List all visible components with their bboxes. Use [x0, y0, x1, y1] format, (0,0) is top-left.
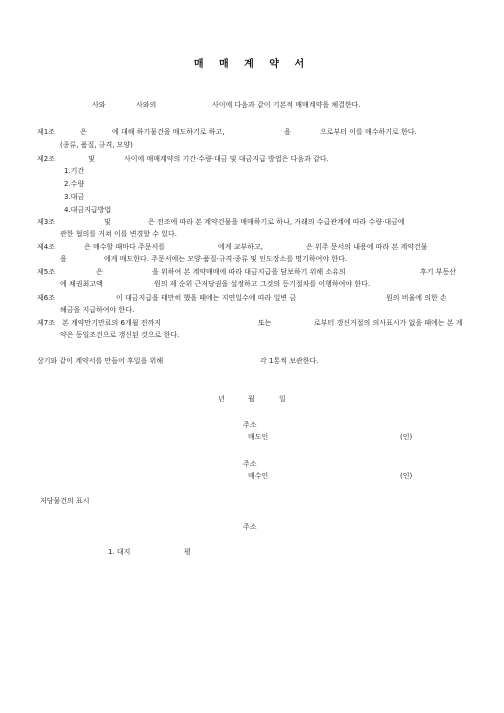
article-5-line-2a: 에 채권최고액 [60, 280, 103, 288]
intro-seg-3: 사이에 다음과 같이 기본적 매매계약을 체결한다. [212, 101, 361, 109]
article-7-line-2: 약은 동일조건으로 갱신된 것으로 한다. [60, 331, 180, 339]
article-5-text-1: 은 [96, 268, 103, 276]
article-2-text-1: 및 [88, 155, 95, 163]
article-7-text-3: 로부터 갱신거절의 의사표시가 없을 때에는 본 계 [314, 319, 463, 327]
article-4-number: 제4조 [37, 243, 55, 251]
collateral-item-land: 1. 대지 [108, 548, 131, 556]
article-1-text-3: 을 [284, 128, 291, 136]
article-3-number: 제3조 [37, 218, 55, 226]
closing-text-1: 상기와 같이 계약서를 만들어 후일을 위해 [37, 357, 164, 365]
closing-text-2: 각 1통씩 보관한다. [260, 357, 319, 365]
intro-seg-1: 사와 [92, 101, 106, 109]
article-7-text-2: 또는 [258, 319, 272, 327]
article-5-line-2b: 원의 제 순위 근저당권을 설정하고 그것의 등기절차를 이행하여야 한다. [154, 280, 371, 288]
document-title: 매 매 계 약 서 [193, 59, 311, 70]
seller-address-label: 주소 [243, 421, 257, 429]
article-2-number: 제2조 [37, 155, 55, 163]
article-5-text-3: 후기 부동산 [420, 268, 457, 276]
date-year: 년 [218, 395, 225, 403]
date-day: 일 [279, 395, 286, 403]
article-3-line-2: 관한 협의를 거쳐 이를 변경할 수 있다. [60, 230, 178, 238]
seller-seal: (인) [400, 433, 413, 441]
collateral-unit: 평 [184, 548, 191, 556]
article-2-item: 3.대금 [64, 193, 85, 201]
article-4-text-3: 은 위주 문서의 내용에 따라 본 계약건물 [306, 243, 428, 251]
article-4-line-2b: 에게 매도한다. 주문서에는 모양·품질·규격·종류 및 인도장소를 명기하여야 한다. [104, 255, 348, 263]
article-3-text-2: 은 전조에 따라 본 계약건물을 매매하기로 하나, 거래의 수급관계에 따라 수량·대금에 [148, 218, 405, 226]
article-2-item: 2.수량 [64, 180, 85, 188]
article-1-number: 제1조 [37, 128, 55, 136]
article-5-text-2: 을 위하여 본 계약매매에 따라 대금지급을 담보하기 위해 소유의 [152, 268, 346, 276]
date-month: 월 [248, 395, 255, 403]
article-2-item: 4.대금지급방법 [64, 206, 112, 214]
buyer-role: 매수인 [248, 472, 269, 480]
article-6-line-2: 해금을 지급하여야 한다. [60, 306, 135, 314]
collateral-heading: 저당물건의 표시 [40, 497, 90, 505]
article-6-number: 제6조 [37, 294, 55, 302]
article-7-number: 제7조 [37, 319, 55, 327]
article-1-text-1: 은 [80, 128, 87, 136]
article-1-subnote: (종류, 품질, 규격, 모양) [60, 141, 133, 149]
article-7-text-1: 본 계약만기만료의 6개월 전까지 [62, 319, 162, 327]
seller-role: 매도인 [248, 433, 269, 441]
article-4-text-1: 은 매수할 때마다 주문서를 [84, 243, 166, 251]
intro-seg-2: 사와의 [136, 101, 157, 109]
article-4-text-2: 에게 교부하고, [218, 243, 264, 251]
article-6-text-2: 원의 비율에 의한 손 [386, 294, 447, 302]
article-4-line-2a: 을 [60, 255, 67, 263]
article-5-number: 제5조 [37, 268, 55, 276]
article-1-text-4: 으로부터 이를 매수하기로 한다. [320, 128, 417, 136]
article-2-item: 1.기간 [64, 167, 85, 175]
buyer-seal: (인) [400, 472, 413, 480]
article-2-text-2: 사이에 매매계약의 기간·수량·대금 및 대금지급 방법은 다음과 같다. [124, 155, 329, 163]
article-6-text-1: 이 대금지급을 태만히 했을 때에는 지연일수에 따라 일변 금 [116, 294, 297, 302]
article-1-text-2: 에 대해 하기물건을 매도하기로 하고, [112, 128, 225, 136]
buyer-address-label: 주소 [243, 460, 257, 468]
collateral-address-label: 주소 [243, 523, 257, 531]
article-3-text-1: 및 [104, 218, 111, 226]
